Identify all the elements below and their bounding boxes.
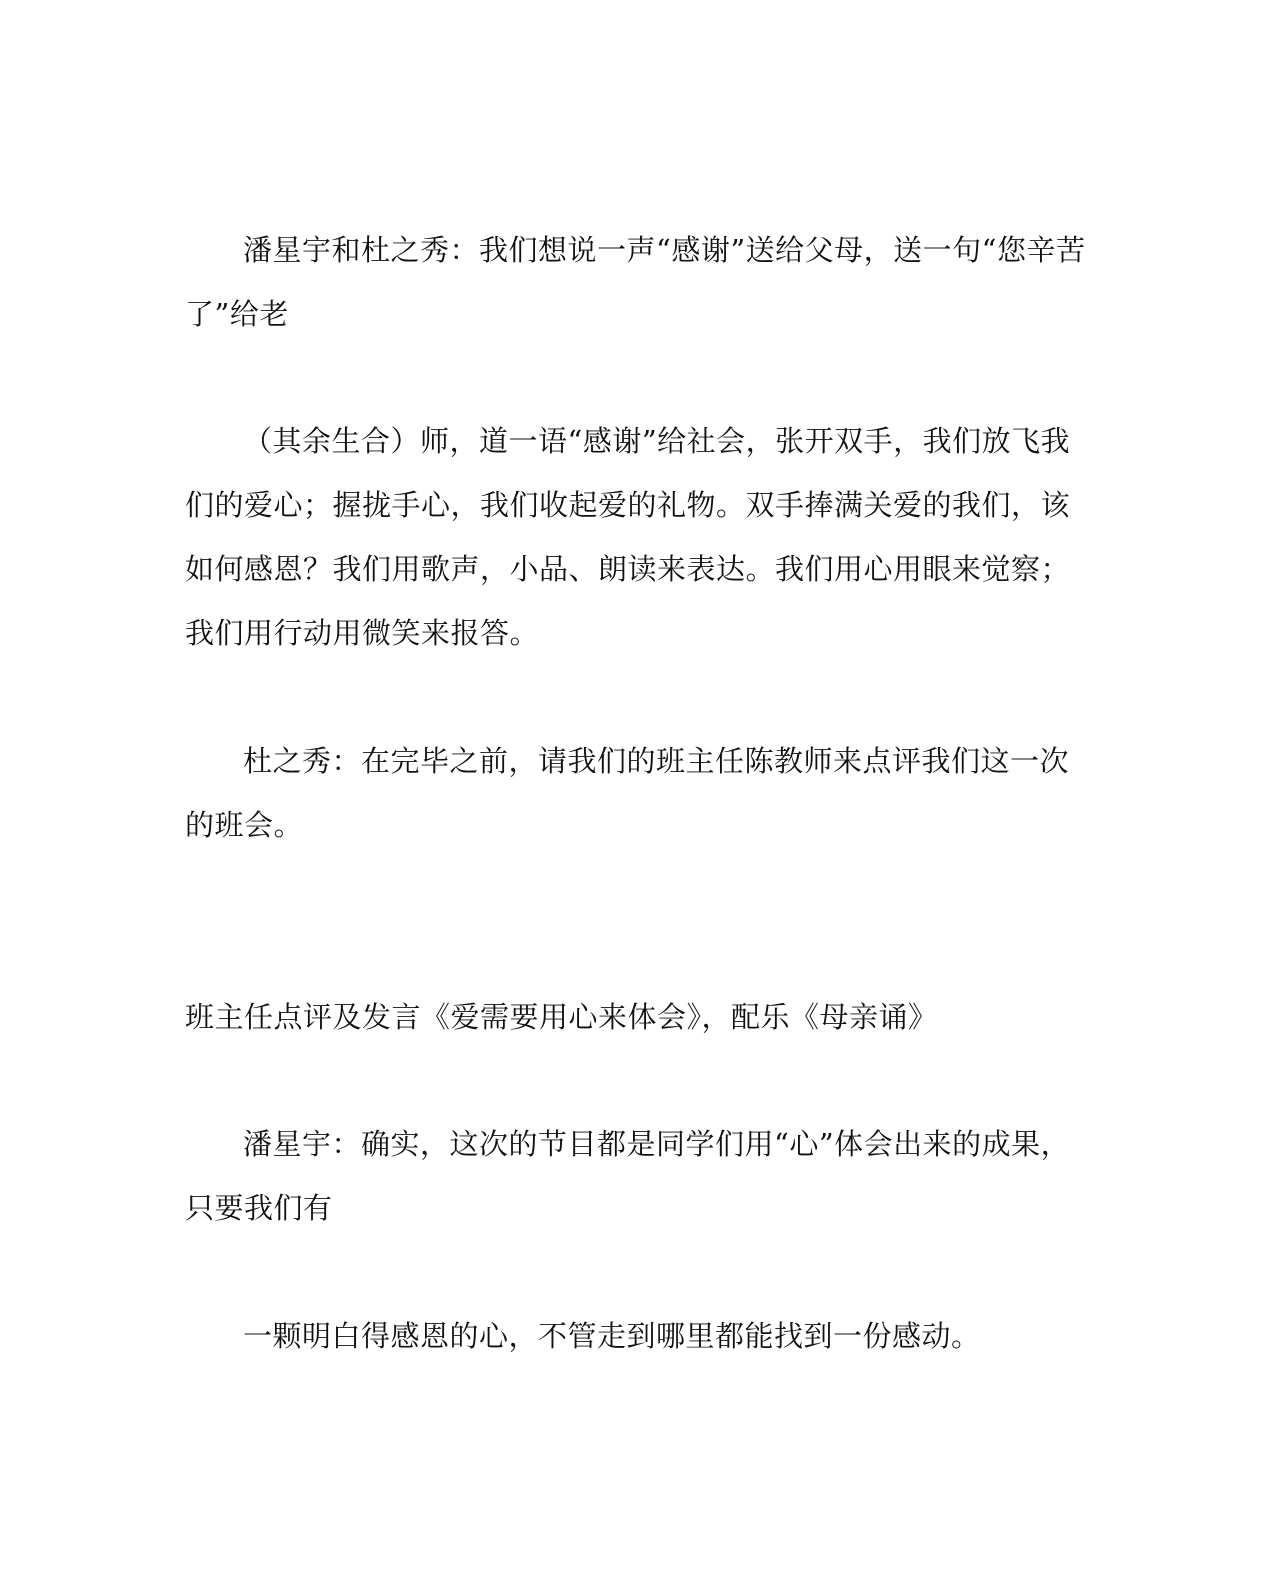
paragraph-1-line-2: 了”给老 <box>185 297 289 331</box>
paragraph-6-line-1: 一颗明白得感恩的心，不管走到哪里都能找到一份感动。 <box>243 1319 981 1353</box>
paragraph-5-line-2: 只要我们有 <box>185 1191 333 1225</box>
paragraph-2-line-1: （其余生合）师，道一语“感谢”给社会，张开双手，我们放飞我 <box>243 424 1071 458</box>
paragraph-3-line-1: 杜之秀：在完毕之前，请我们的班主任陈教师来点评我们这一次 <box>243 744 1070 778</box>
paragraph-3-line-2: 的班会。 <box>185 808 304 842</box>
paragraph-5-line-1: 潘星宇：确实，这次的节目都是同学们用“心”体会出来的成果， <box>243 1127 1071 1161</box>
paragraph-2-line-2: 们的爱心；握拢手心，我们收起爱的礼物。双手捧满关爱的我们，该 <box>185 488 1071 522</box>
paragraph-1-line-1: 潘星宇和杜之秀：我们想说一声“感谢”送给父母，送一句“您辛苦 <box>243 233 1086 267</box>
paragraph-2-line-4: 我们用行动用微笑来报答。 <box>185 616 540 650</box>
paragraph-2-line-3: 如何感恩？我们用歌声，小品、朗读来表达。我们用心用眼来觉察； <box>185 552 1071 586</box>
paragraph-4-line-1: 班主任点评及发言《爱需要用心来体会》，配乐《母亲诵》 <box>185 1000 938 1034</box>
